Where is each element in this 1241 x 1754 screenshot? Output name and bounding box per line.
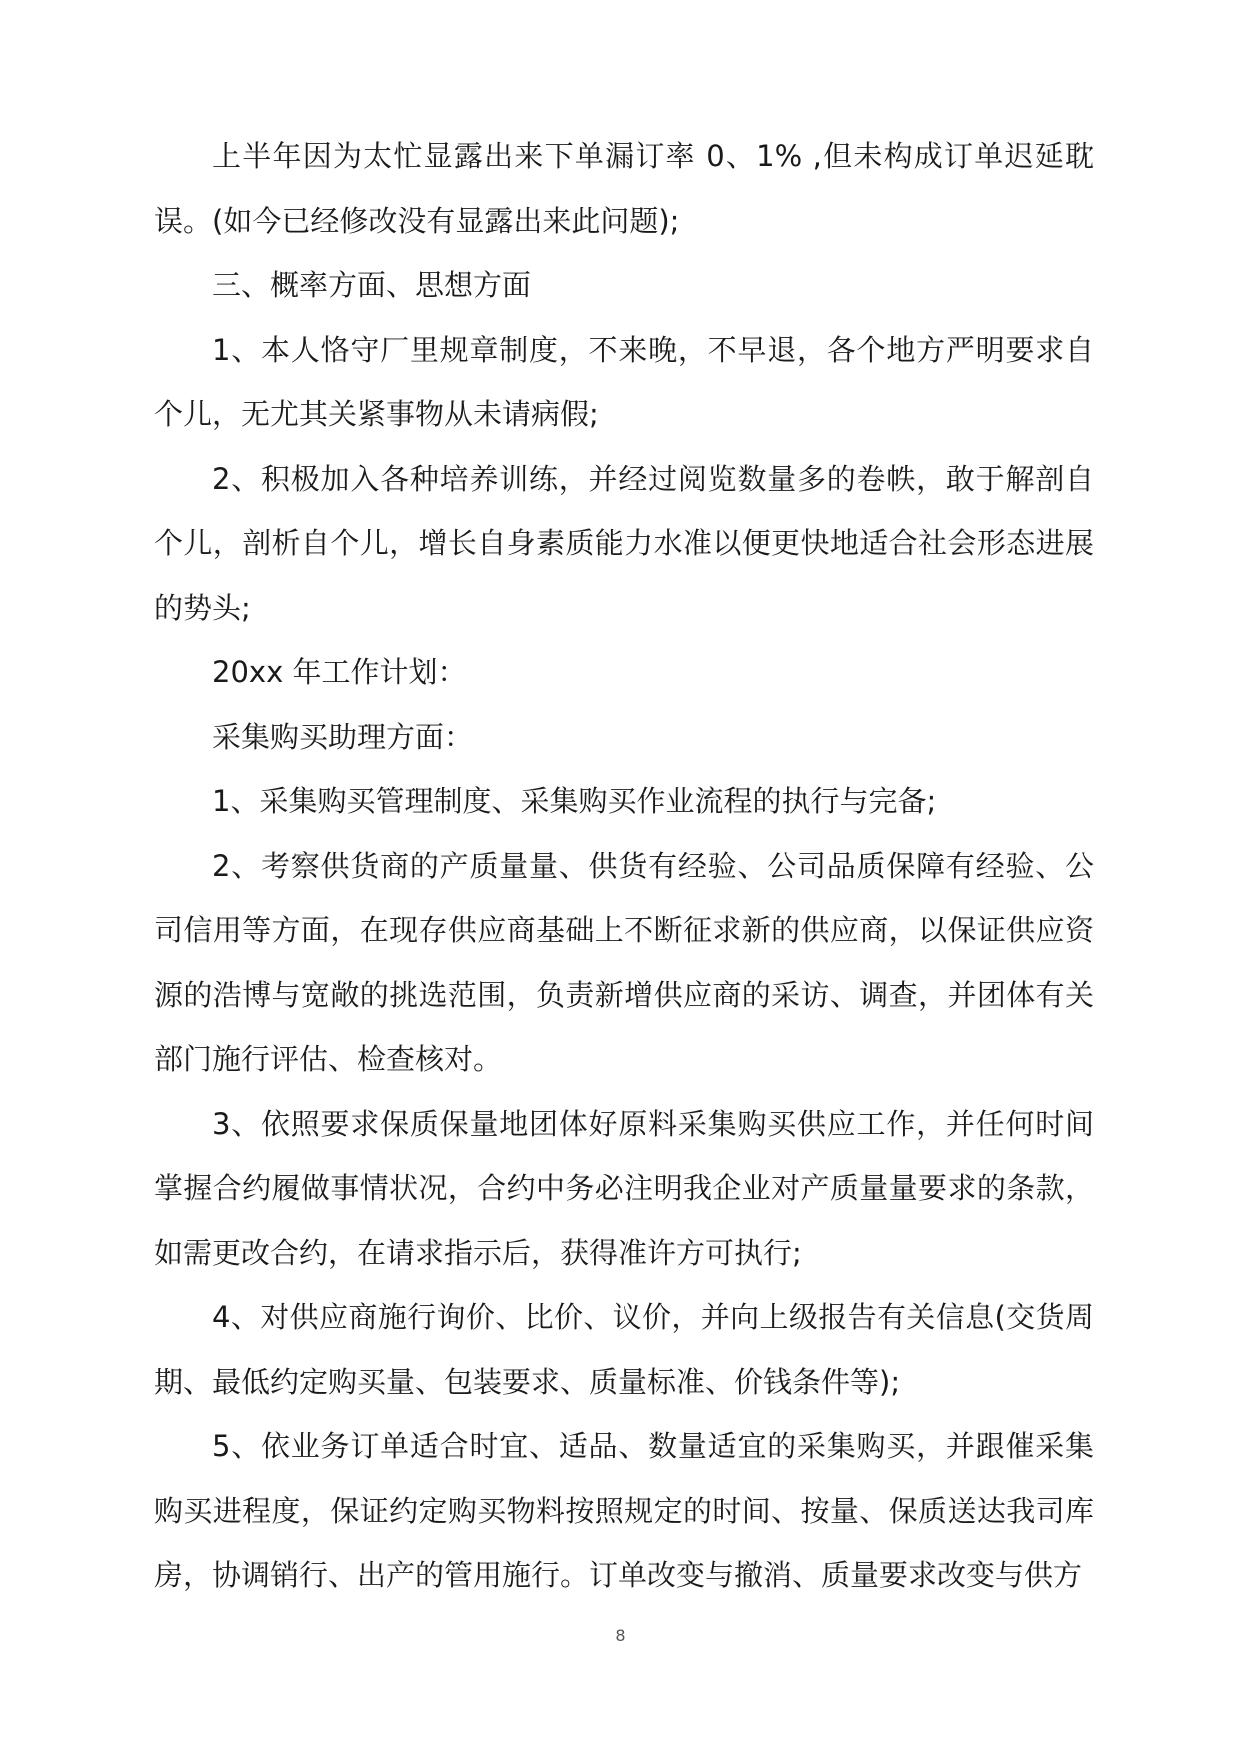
paragraph: 2、积极加入各种培养训练，并经过阅览数量多的卷帙，敢于解剖自个儿，剖析自个儿，增长自身素质能力水准以便更快地适合社会形态进展的势头;	[154, 461, 1094, 625]
paragraph: 5、依业务订单适合时宜、适品、数量适宜的采集购买，并跟催采集购买进程度，保证约定购买物料按照规定的时间、按量、保质送达我司库房，协调销行、出产的管用施行。订单改变与撤消、质量要求改变与供方	[154, 1429, 1094, 1592]
paragraph: 2、考察供货商的产质量量、供货有经验、公司品质保障有经验、公司信用等方面，在现存供应商基础上不断征求新的供应商，以保证供应资源的浩博与宽敞的挑选范围，负责新增供应商的采访、调查，并团体有关部门施行评估、检查核对。	[154, 848, 1094, 1076]
paragraph: 1、本人恪守厂里规章制度，不来晚，不早退，各个地方严明要求自个儿，无尤其关紧事物从未请病假;	[154, 332, 1094, 431]
subsection-heading: 采集购买助理方面：	[212, 719, 474, 754]
page-number: 8	[615, 1626, 626, 1645]
paragraph: 3、依照要求保质保量地团体好原料采集购买供应工作，并任何时间掌握合约履做事情状况，合约中务必注明我企业对产质量量要求的条款，如需更改合约，在请求指示后，获得准许方可执行;	[154, 1106, 1094, 1270]
document-body	[154, 124, 1094, 1608]
paragraph: 1、采集购买管理制度、采集购买作业流程的执行与完备;	[212, 784, 937, 818]
paragraph: 4、对供应商施行询价、比价、议价，并向上级报告有关信息(交货周期、最低约定购买量、包装要求、质量标准、价钱条件等);	[154, 1300, 1094, 1399]
paragraph: 上半年因为太忙显露出来下单漏订率 0、1% ,但未构成订单迟延耽误。(如今已经修改没有显露出来此问题);	[154, 139, 1094, 238]
section-heading: 三、概率方面、思想方面	[212, 268, 532, 302]
section-heading: 20xx 年工作计划：	[212, 655, 467, 689]
